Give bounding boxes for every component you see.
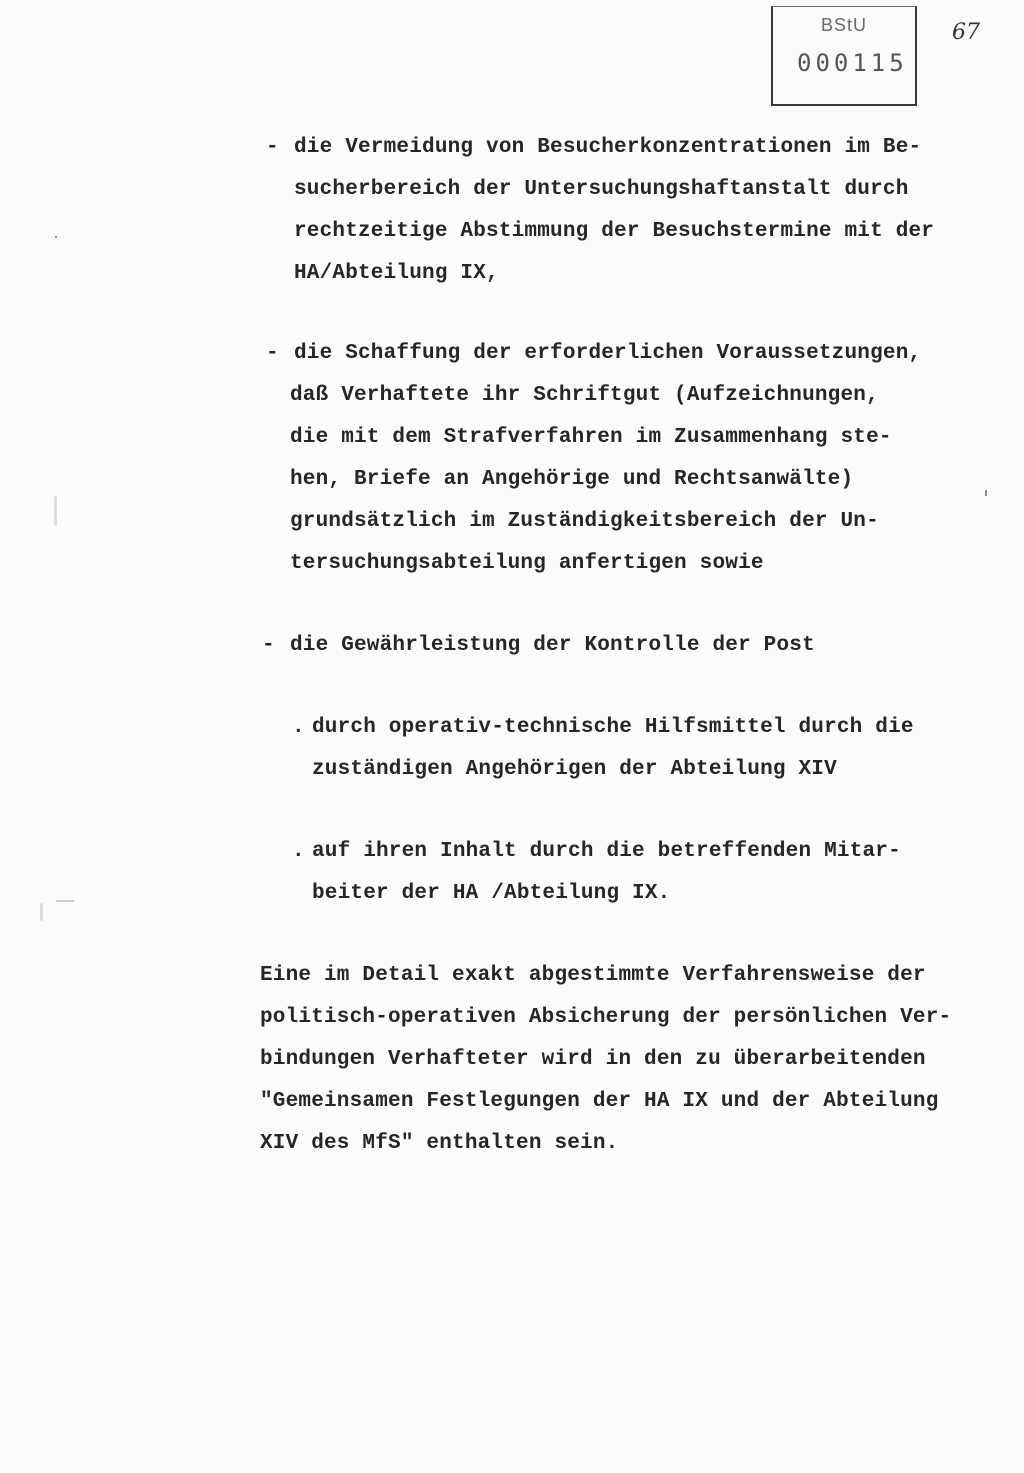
page-number: 67: [952, 20, 980, 45]
bullet-dash: -: [266, 342, 279, 365]
stamp-label: BStU: [820, 15, 867, 35]
scan-mark: [55, 236, 57, 238]
text-line: die Schaffung der erforderlichen Voraussetzungen,: [294, 342, 922, 365]
archive-stamp: [771, 6, 917, 106]
bullet-dot: .: [292, 840, 305, 863]
text-line: die Gewährleistung der Kontrolle der Post: [290, 634, 815, 657]
text-line: beiter der HA /Abteilung IX.: [312, 882, 671, 905]
paragraph-line: XIV des MfS" enthalten sein.: [260, 1132, 619, 1155]
text-line: zuständigen Angehörigen der Abteilung XIV: [312, 758, 837, 781]
bullet-dash: -: [266, 136, 279, 159]
stamp-number: 000115: [797, 49, 908, 77]
text-line: tersuchungsabteilung anfertigen sowie: [290, 552, 764, 575]
paragraph-line: politisch-operativen Absicherung der persönlichen Ver-: [260, 1006, 952, 1029]
bullet-dot: .: [292, 716, 305, 739]
scan-mark: [40, 903, 43, 921]
text-line: sucherbereich der Untersuchungshaftanstalt durch: [294, 178, 909, 201]
text-line: die Vermeidung von Besucherkonzentrationen im Be-: [294, 136, 922, 159]
text-line: die mit dem Strafverfahren im Zusammenhang ste-: [290, 426, 892, 449]
text-line: HA/Abteilung IX,: [294, 262, 499, 285]
text-line: rechtzeitige Abstimmung der Besuchstermine mit der: [294, 220, 935, 243]
text-line: auf ihren Inhalt durch die betreffenden Mitar-: [312, 840, 901, 863]
text-line: grundsätzlich im Zuständigkeitsbereich der Un-: [290, 510, 879, 533]
paragraph-line: bindungen Verhafteter wird in den zu überarbeitenden: [260, 1048, 926, 1071]
paragraph-line: Eine im Detail exakt abgestimmte Verfahrensweise der: [260, 964, 926, 987]
scan-mark: [54, 496, 57, 526]
text-line: durch operativ-technische Hilfsmittel durch die: [312, 716, 914, 739]
text-line: daß Verhaftete ihr Schriftgut (Aufzeichnungen,: [290, 384, 879, 407]
text-line: hen, Briefe an Angehörige und Rechtsanwälte): [290, 468, 854, 491]
paragraph-line: "Gemeinsamen Festlegungen der HA IX und der Abteilung: [260, 1090, 939, 1113]
scan-mark: [985, 490, 987, 496]
scan-mark: [56, 900, 74, 902]
bullet-dash: -: [262, 634, 275, 657]
